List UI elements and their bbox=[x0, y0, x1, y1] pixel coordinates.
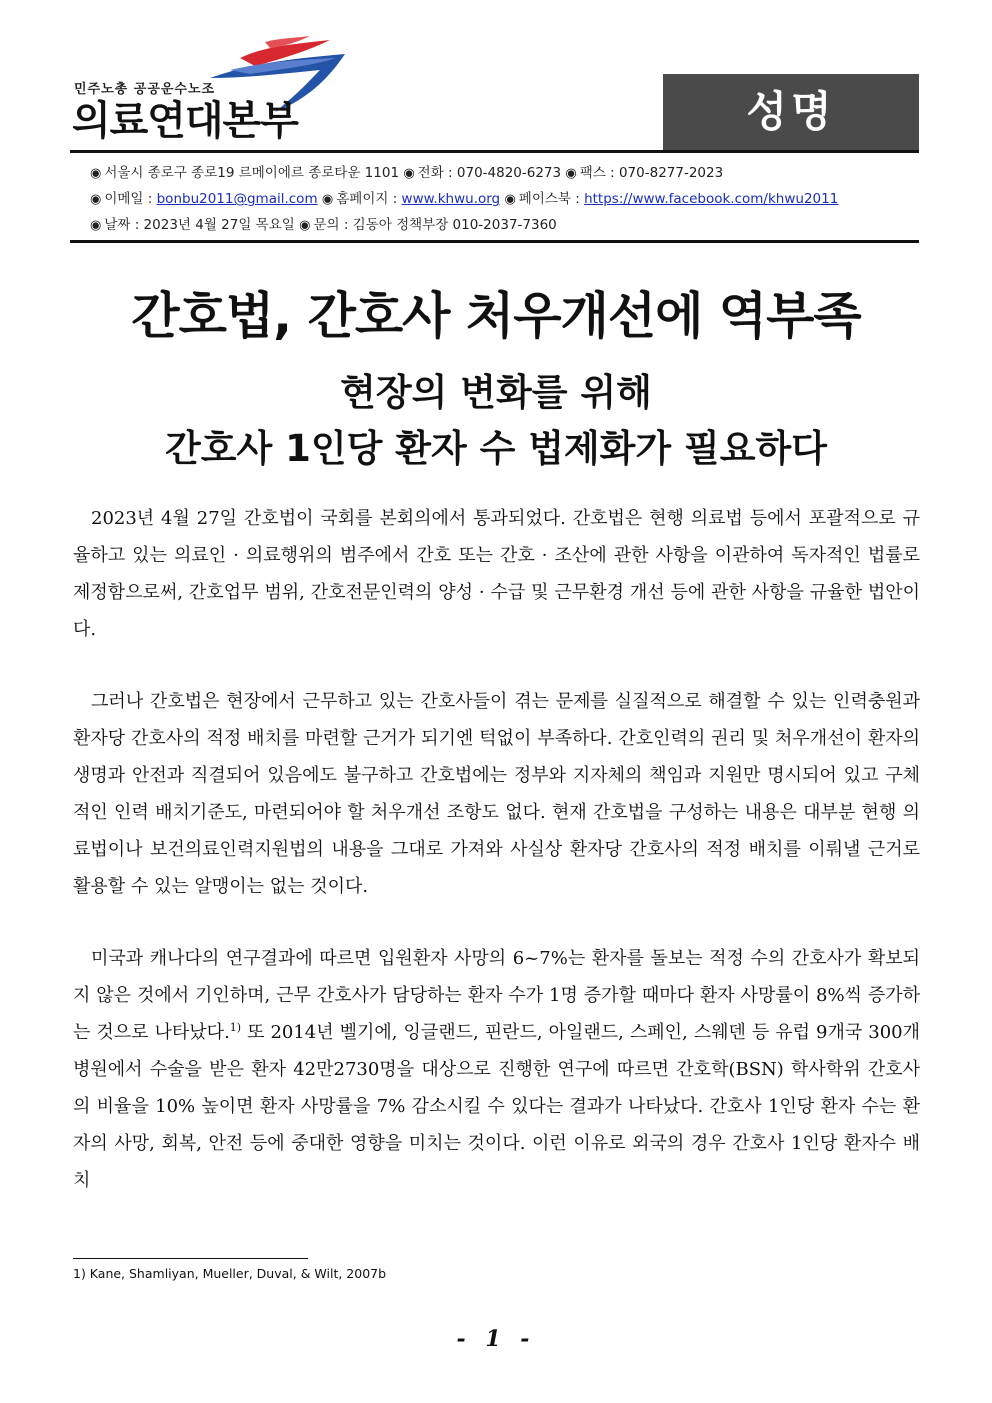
paragraph-1: 2023년 4월 27일 간호법이 국회를 본회의에서 통과되었다. 간호법은 현행 의료법 등에서 포괄적으로 규율하고 있는 의료인 · 의료행위의 범주에서 간호 또는 간호 · 조산에 관한 사항을 이관하여 독자적인 법률로 제정함으로써, 간호업무 범위, 간호전문인력의 양성 · 수급 및 근무환경 개선 등에 관한 사항을 규율한 법안이다. bbox=[73, 508, 920, 640]
header-divider-top bbox=[70, 150, 919, 153]
footnote-reference[interactable]: 1) bbox=[229, 1021, 242, 1034]
paragraph-3-part-a: 미국과 캐나다의 연구결과에 따르면 입원환자 사망의 6~7%는 환자를 돌보는 적정 수의 간호사가 확보되지 않은 것에서 기인하며, 근무 간호사가 담당하는 환자 수가 1명 증가할 때마다 환자 사망률이 8%씩 증가하는 것으로 나타났다. bbox=[73, 948, 920, 1043]
org-subtitle: 민주노총 공공운수노조 bbox=[74, 82, 216, 97]
facebook-label: 페이스북 : bbox=[518, 191, 585, 207]
address: 서울시 종로구 종로19 르메이에르 종로타운 1101 bbox=[104, 165, 400, 181]
fax: 팩스 : 070-8277-2023 bbox=[579, 165, 724, 181]
org-name: 의료연대본부 bbox=[72, 98, 298, 144]
footnote-divider bbox=[73, 1258, 308, 1259]
footnote: 1) Kane, Shamliyan, Mueller, Duval, & Wilt, 2007b bbox=[73, 1266, 387, 1281]
contact-info bbox=[90, 160, 920, 238]
subtitle-1: 현장의 변화를 위해 bbox=[340, 371, 652, 414]
paragraph-3 bbox=[73, 940, 920, 1199]
phone: 전화 : 070-4820-6273 bbox=[417, 165, 562, 181]
email-label: 이메일 : bbox=[104, 191, 157, 207]
paragraph-3-part-b: 또 2014년 벨기에, 잉글랜드, 핀란드, 아일랜드, 스페인, 스웨덴 등 유럽 9개국 300개 병원에서 수술을 받은 환자 42만2730명을 대상으로 진행한 연구에 따르면 간호학(BSN) 학사학위 간호사의 비율을 10% 높이면 환자 사망률을 7% 감소시킬 수 있다는 결과가 나타났다. 간호사 1인당 환자 수는 환자의 사망, 회복, 안전 등에 중대한 영향을 미치는 것이다. 이런 이유로 외국의 경우 간호사 1인당 환자수 배치 bbox=[73, 1022, 920, 1191]
bullet-icon: ◉ bbox=[403, 166, 415, 181]
paragraph-2: 그러나 간호법은 현장에서 근무하고 있는 간호사들이 겪는 문제를 실질적으로 해결할 수 있는 인력충원과 환자당 간호사의 적정 배치를 마련할 근거가 되기엔 턱없이 부족하다. 간호인력의 권리 및 처우개선이 환자의 생명과 안전과 직결되어 있음에도 불구하고 간호법에는 정부와 지자체의 책임과 지원만 명시되어 있고 구체적인 인력 배치기준도, 마련되어야 할 처우개선 조항도 없다. 현재 간호법을 구성하는 내용은 대부분 현행 의료법이나 보건의료인력지원법의 내용을 그대로 가져와 사실상 환자당 간호사의 적정 배치를 이뤄낼 근거로 활용할 수 있는 알맹이는 없는 것이다. bbox=[73, 691, 920, 897]
homepage-label: 홈페이지 : bbox=[336, 191, 402, 207]
info-line-address bbox=[90, 160, 920, 186]
bullet-icon: ◉ bbox=[90, 166, 102, 181]
bullet-icon: ◉ bbox=[565, 166, 577, 181]
contact-person: 문의 : 김동아 정책부장 010-2037-7360 bbox=[313, 217, 557, 233]
header-divider-bottom bbox=[70, 240, 919, 243]
bullet-icon: ◉ bbox=[90, 218, 102, 233]
subtitle-2: 간호사 1인당 환자 수 법제화가 필요하다 bbox=[164, 427, 828, 470]
bullet-icon: ◉ bbox=[321, 192, 334, 207]
page-number: - 1 - bbox=[456, 1326, 536, 1352]
info-line-date bbox=[90, 212, 920, 238]
facebook-link[interactable]: https://www.facebook.com/khwu2011 bbox=[584, 191, 839, 207]
bullet-icon: ◉ bbox=[90, 192, 102, 207]
homepage-link[interactable]: www.khwu.org bbox=[401, 191, 501, 207]
main-title: 간호법, 간호사 처우개선에 역부족 bbox=[131, 287, 861, 345]
bullet-icon: ◉ bbox=[299, 218, 311, 233]
bullet-icon: ◉ bbox=[504, 192, 516, 207]
date: 날짜 : 2023년 4월 27일 목요일 bbox=[104, 217, 295, 233]
statement-body bbox=[73, 500, 920, 1234]
info-line-online bbox=[90, 186, 920, 212]
document-type-label: 성명 bbox=[663, 74, 919, 150]
org-logo bbox=[70, 36, 350, 146]
email-link[interactable]: bonbu2011@gmail.com bbox=[156, 191, 318, 207]
